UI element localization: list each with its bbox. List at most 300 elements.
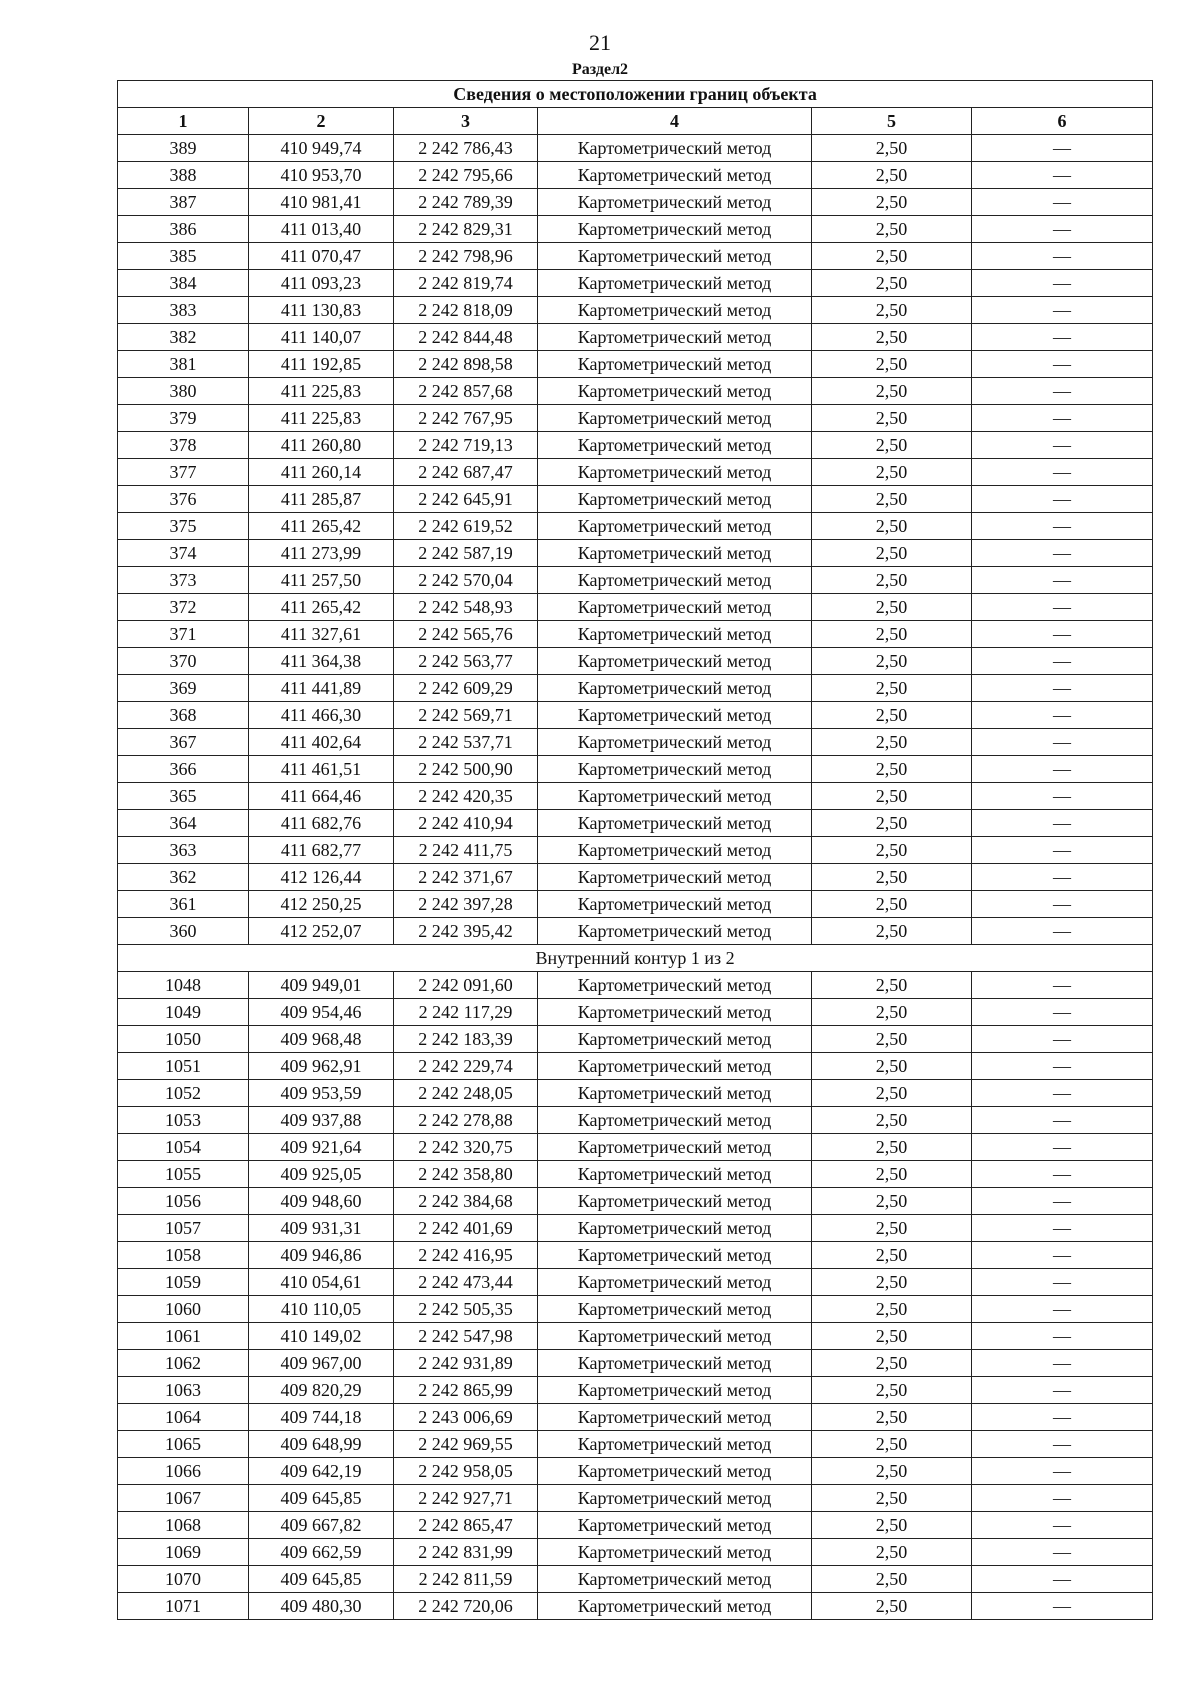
table-cell: 1067 xyxy=(118,1485,249,1512)
table-cell: 1055 xyxy=(118,1161,249,1188)
table-cell: 409 667,82 xyxy=(249,1512,394,1539)
table-cell: 379 xyxy=(118,405,249,432)
table-cell: 2 242 958,05 xyxy=(394,1458,538,1485)
table-cell: 409 820,29 xyxy=(249,1377,394,1404)
table-cell: 382 xyxy=(118,324,249,351)
table-cell: 411 265,42 xyxy=(249,513,394,540)
table-cell: 411 466,30 xyxy=(249,702,394,729)
table-cell: 2 242 587,19 xyxy=(394,540,538,567)
table-cell: 409 962,91 xyxy=(249,1053,394,1080)
table-title: Сведения о местоположении границ объекта xyxy=(118,81,1153,108)
table-cell: — xyxy=(972,1593,1153,1620)
table-cell: 2 242 183,39 xyxy=(394,1026,538,1053)
table-cell: Картометрический метод xyxy=(538,324,812,351)
table-cell: — xyxy=(972,864,1153,891)
table-cell: 2,50 xyxy=(812,540,972,567)
table-cell: Картометрический метод xyxy=(538,1593,812,1620)
table-row xyxy=(118,162,1153,189)
table-cell: 1061 xyxy=(118,1323,249,1350)
table-cell: 2,50 xyxy=(812,135,972,162)
table-cell: Картометрический метод xyxy=(538,135,812,162)
table-cell: 2,50 xyxy=(812,1161,972,1188)
table-row xyxy=(118,297,1153,324)
table-cell: Картометрический метод xyxy=(538,1512,812,1539)
table-cell: — xyxy=(972,891,1153,918)
table-cell: — xyxy=(972,1539,1153,1566)
table-cell: 361 xyxy=(118,891,249,918)
table-cell: Картометрический метод xyxy=(538,540,812,567)
table-cell: Картометрический метод xyxy=(538,378,812,405)
table-cell: Картометрический метод xyxy=(538,270,812,297)
table-cell: 384 xyxy=(118,270,249,297)
table-row xyxy=(118,1296,1153,1323)
table-cell: 363 xyxy=(118,837,249,864)
table-cell: — xyxy=(972,1053,1153,1080)
table-cell: — xyxy=(972,1080,1153,1107)
table-cell: 1053 xyxy=(118,1107,249,1134)
table-cell: 2,50 xyxy=(812,1485,972,1512)
table-cell: — xyxy=(972,1161,1153,1188)
table-cell: 411 140,07 xyxy=(249,324,394,351)
table-cell: Картометрический метод xyxy=(538,810,812,837)
table-cell: — xyxy=(972,675,1153,702)
table-row xyxy=(118,1242,1153,1269)
table-cell: 2 242 831,99 xyxy=(394,1539,538,1566)
table-cell: 365 xyxy=(118,783,249,810)
table-cell: 1066 xyxy=(118,1458,249,1485)
outer-contour-rows xyxy=(118,135,1153,945)
table-cell: Картометрический метод xyxy=(538,918,812,945)
table-cell: 411 225,83 xyxy=(249,405,394,432)
table-row xyxy=(118,1458,1153,1485)
table-cell: 2,50 xyxy=(812,756,972,783)
table-cell: 2 243 006,69 xyxy=(394,1404,538,1431)
table-cell: 377 xyxy=(118,459,249,486)
column-header: 4 xyxy=(538,108,812,135)
table-row xyxy=(118,864,1153,891)
table-cell: 2,50 xyxy=(812,1080,972,1107)
table-cell: Картометрический метод xyxy=(538,405,812,432)
table-row xyxy=(118,1593,1153,1620)
table-cell: 409 648,99 xyxy=(249,1431,394,1458)
table-cell: 2 242 798,96 xyxy=(394,243,538,270)
table-cell: Картометрический метод xyxy=(538,243,812,270)
table-cell: 1054 xyxy=(118,1134,249,1161)
table-cell: 2 242 570,04 xyxy=(394,567,538,594)
table-cell: 411 013,40 xyxy=(249,216,394,243)
table-cell: 2,50 xyxy=(812,297,972,324)
table-cell: 378 xyxy=(118,432,249,459)
table-cell: 2 242 397,28 xyxy=(394,891,538,918)
table-cell: 370 xyxy=(118,648,249,675)
table-row xyxy=(118,1539,1153,1566)
table-row xyxy=(118,1215,1153,1242)
table-cell: 2,50 xyxy=(812,1377,972,1404)
table-cell: 411 364,38 xyxy=(249,648,394,675)
table-cell: — xyxy=(972,378,1153,405)
table-cell: 367 xyxy=(118,729,249,756)
column-header: 1 xyxy=(118,108,249,135)
table-cell: Картометрический метод xyxy=(538,297,812,324)
table-cell: — xyxy=(972,135,1153,162)
table-cell: Картометрический метод xyxy=(538,621,812,648)
table-row xyxy=(118,351,1153,378)
table-cell: Картометрический метод xyxy=(538,999,812,1026)
table-cell: 2,50 xyxy=(812,1431,972,1458)
table-row xyxy=(118,702,1153,729)
table-cell: — xyxy=(972,621,1153,648)
table-cell: — xyxy=(972,1134,1153,1161)
table-cell: Картометрический метод xyxy=(538,1269,812,1296)
table-cell: — xyxy=(972,540,1153,567)
table-row xyxy=(118,918,1153,945)
table-row xyxy=(118,216,1153,243)
table-row xyxy=(118,648,1153,675)
table-cell: 2,50 xyxy=(812,1053,972,1080)
table-cell: 411 225,83 xyxy=(249,378,394,405)
table-row xyxy=(118,1080,1153,1107)
table-cell: 2,50 xyxy=(812,1350,972,1377)
table-row xyxy=(118,1377,1153,1404)
table-cell: 411 682,77 xyxy=(249,837,394,864)
table-cell: 2 242 844,48 xyxy=(394,324,538,351)
table-cell: 385 xyxy=(118,243,249,270)
table-cell: Картометрический метод xyxy=(538,459,812,486)
column-header-row xyxy=(118,108,1153,135)
table-cell: 409 968,48 xyxy=(249,1026,394,1053)
table-cell: 2 242 565,76 xyxy=(394,621,538,648)
table-cell: — xyxy=(972,1026,1153,1053)
table-cell: Картометрический метод xyxy=(538,432,812,459)
table-cell: 2,50 xyxy=(812,432,972,459)
table-cell: 411 327,61 xyxy=(249,621,394,648)
table-row xyxy=(118,837,1153,864)
table-cell: Картометрический метод xyxy=(538,1188,812,1215)
table-cell: 2 242 278,88 xyxy=(394,1107,538,1134)
table-cell: 2 242 865,99 xyxy=(394,1377,538,1404)
table-row xyxy=(118,810,1153,837)
table-cell: — xyxy=(972,1458,1153,1485)
column-header: 3 xyxy=(394,108,538,135)
table-cell: 387 xyxy=(118,189,249,216)
column-header: 5 xyxy=(812,108,972,135)
table-cell: — xyxy=(972,1512,1153,1539)
table-cell: 2 242 091,60 xyxy=(394,972,538,999)
table-cell: Картометрический метод xyxy=(538,1080,812,1107)
table-cell: 411 402,64 xyxy=(249,729,394,756)
table-row xyxy=(118,1134,1153,1161)
table-row xyxy=(118,1053,1153,1080)
table-cell: 2 242 789,39 xyxy=(394,189,538,216)
table-cell: — xyxy=(972,1350,1153,1377)
table-cell: 1050 xyxy=(118,1026,249,1053)
table-row xyxy=(118,567,1153,594)
table-cell: 2 242 505,35 xyxy=(394,1296,538,1323)
table-cell: — xyxy=(972,1269,1153,1296)
table-cell: 409 642,19 xyxy=(249,1458,394,1485)
table-cell: Картометрический метод xyxy=(538,783,812,810)
table-cell: 411 093,23 xyxy=(249,270,394,297)
table-row xyxy=(118,1512,1153,1539)
table-cell: Картометрический метод xyxy=(538,189,812,216)
table-cell: — xyxy=(972,729,1153,756)
table-cell: — xyxy=(972,1431,1153,1458)
table-cell: 409 967,00 xyxy=(249,1350,394,1377)
table-cell: 1070 xyxy=(118,1566,249,1593)
column-header: 2 xyxy=(249,108,394,135)
table-row xyxy=(118,432,1153,459)
table-cell: — xyxy=(972,756,1153,783)
table-cell: Картометрический метод xyxy=(538,1242,812,1269)
table-row xyxy=(118,135,1153,162)
table-cell: — xyxy=(972,513,1153,540)
table-cell: — xyxy=(972,1323,1153,1350)
table-row xyxy=(118,783,1153,810)
table-cell: 383 xyxy=(118,297,249,324)
table-cell: 2,50 xyxy=(812,405,972,432)
table-cell: — xyxy=(972,1377,1153,1404)
table-cell: 372 xyxy=(118,594,249,621)
table-cell: 2,50 xyxy=(812,891,972,918)
table-cell: — xyxy=(972,432,1153,459)
table-cell: 412 250,25 xyxy=(249,891,394,918)
table-cell: — xyxy=(972,1242,1153,1269)
table-cell: 2,50 xyxy=(812,1593,972,1620)
table-cell: Картометрический метод xyxy=(538,162,812,189)
table-cell: 409 949,01 xyxy=(249,972,394,999)
table-cell: 2,50 xyxy=(812,1512,972,1539)
table-cell: 2,50 xyxy=(812,621,972,648)
table-cell: 1064 xyxy=(118,1404,249,1431)
table-cell: Картометрический метод xyxy=(538,1026,812,1053)
table-cell: 410 110,05 xyxy=(249,1296,394,1323)
table-cell: — xyxy=(972,351,1153,378)
table-cell: Картометрический метод xyxy=(538,216,812,243)
table-cell: — xyxy=(972,648,1153,675)
table-cell: — xyxy=(972,1485,1153,1512)
table-cell: 368 xyxy=(118,702,249,729)
table-cell: 2,50 xyxy=(812,567,972,594)
table-cell: Картометрический метод xyxy=(538,1404,812,1431)
table-cell: 409 645,85 xyxy=(249,1566,394,1593)
table-cell: 2,50 xyxy=(812,864,972,891)
table-cell: 409 954,46 xyxy=(249,999,394,1026)
table-cell: Картометрический метод xyxy=(538,351,812,378)
table-cell: 2 242 857,68 xyxy=(394,378,538,405)
table-cell: 2,50 xyxy=(812,1566,972,1593)
table-row xyxy=(118,324,1153,351)
table-cell: 410 981,41 xyxy=(249,189,394,216)
table-cell: 2 242 569,71 xyxy=(394,702,538,729)
table-cell: Картометрический метод xyxy=(538,891,812,918)
table-cell: 411 461,51 xyxy=(249,756,394,783)
contour-label-row xyxy=(118,945,1153,972)
table-cell: 2 242 767,95 xyxy=(394,405,538,432)
table-cell: 411 257,50 xyxy=(249,567,394,594)
table-cell: 2 242 931,89 xyxy=(394,1350,538,1377)
table-cell: 411 273,99 xyxy=(249,540,394,567)
table-cell: 1069 xyxy=(118,1539,249,1566)
table-cell: 1049 xyxy=(118,999,249,1026)
table-row xyxy=(118,675,1153,702)
table-cell: — xyxy=(972,486,1153,513)
table-cell: 2,50 xyxy=(812,1215,972,1242)
table-cell: 409 921,64 xyxy=(249,1134,394,1161)
table-cell: 409 953,59 xyxy=(249,1080,394,1107)
table-row xyxy=(118,1107,1153,1134)
contour-divider xyxy=(118,945,1153,972)
table-cell: 2 242 117,29 xyxy=(394,999,538,1026)
table-cell: Картометрический метод xyxy=(538,1323,812,1350)
table-cell: 2 242 420,35 xyxy=(394,783,538,810)
table-cell: — xyxy=(972,1404,1153,1431)
table-cell: 2 242 819,74 xyxy=(394,270,538,297)
table-cell: 409 925,05 xyxy=(249,1161,394,1188)
table-cell: — xyxy=(972,297,1153,324)
table-row xyxy=(118,729,1153,756)
table-cell: Картометрический метод xyxy=(538,1053,812,1080)
table-cell: 2,50 xyxy=(812,243,972,270)
table-cell: 2 242 795,66 xyxy=(394,162,538,189)
table-cell: 2 242 609,29 xyxy=(394,675,538,702)
table-cell: 2,50 xyxy=(812,1026,972,1053)
table-cell: 409 937,88 xyxy=(249,1107,394,1134)
table-cell: 2 242 645,91 xyxy=(394,486,538,513)
table-cell: 1068 xyxy=(118,1512,249,1539)
table-cell: Картометрический метод xyxy=(538,1350,812,1377)
table-cell: — xyxy=(972,324,1153,351)
table-cell: 2 242 473,44 xyxy=(394,1269,538,1296)
table-cell: 411 260,80 xyxy=(249,432,394,459)
table-cell: 388 xyxy=(118,162,249,189)
table-cell: 2,50 xyxy=(812,270,972,297)
inner-contour-rows xyxy=(118,972,1153,1620)
table-cell: Картометрический метод xyxy=(538,594,812,621)
table-cell: 409 744,18 xyxy=(249,1404,394,1431)
table-cell: — xyxy=(972,999,1153,1026)
table-cell: 375 xyxy=(118,513,249,540)
table-cell: Картометрический метод xyxy=(538,486,812,513)
table-cell: 2,50 xyxy=(812,1134,972,1161)
table-cell: 2 242 537,71 xyxy=(394,729,538,756)
table-cell: Картометрический метод xyxy=(538,1458,812,1485)
table-cell: 2,50 xyxy=(812,1188,972,1215)
table-row xyxy=(118,1269,1153,1296)
table-cell: 2,50 xyxy=(812,1539,972,1566)
table-cell: 411 260,14 xyxy=(249,459,394,486)
table-cell: 2,50 xyxy=(812,486,972,513)
table-cell: Картометрический метод xyxy=(538,1377,812,1404)
table-cell: 2 242 719,13 xyxy=(394,432,538,459)
table-cell: 2,50 xyxy=(812,918,972,945)
table-cell: 376 xyxy=(118,486,249,513)
table-cell: 2 242 720,06 xyxy=(394,1593,538,1620)
table-cell: Картометрический метод xyxy=(538,1134,812,1161)
table-row xyxy=(118,1188,1153,1215)
table-cell: — xyxy=(972,1107,1153,1134)
contour-label: Внутренний контур 1 из 2 xyxy=(118,945,1153,972)
table-cell: 2 242 619,52 xyxy=(394,513,538,540)
table-cell: 1063 xyxy=(118,1377,249,1404)
table-cell: 410 149,02 xyxy=(249,1323,394,1350)
table-row xyxy=(118,1161,1153,1188)
table-cell: 2 242 786,43 xyxy=(394,135,538,162)
table-cell: 2 242 248,05 xyxy=(394,1080,538,1107)
table-cell: 1051 xyxy=(118,1053,249,1080)
table-cell: 1058 xyxy=(118,1242,249,1269)
table-cell: 2,50 xyxy=(812,189,972,216)
table-cell: — xyxy=(972,189,1153,216)
table-cell: 2 242 865,47 xyxy=(394,1512,538,1539)
page-number: 21 xyxy=(589,30,611,55)
table-cell: 2,50 xyxy=(812,648,972,675)
table-cell: 1062 xyxy=(118,1350,249,1377)
table-cell: 2,50 xyxy=(812,216,972,243)
table-cell: 381 xyxy=(118,351,249,378)
table-cell: Картометрический метод xyxy=(538,1431,812,1458)
table-row xyxy=(118,1485,1153,1512)
table-row xyxy=(118,189,1153,216)
table-cell: 2 242 548,93 xyxy=(394,594,538,621)
table-cell: 2 242 500,90 xyxy=(394,756,538,783)
table-cell: 1056 xyxy=(118,1188,249,1215)
table-row xyxy=(118,891,1153,918)
table-cell: 411 441,89 xyxy=(249,675,394,702)
table-cell: 369 xyxy=(118,675,249,702)
table-title-row xyxy=(118,81,1153,108)
table-row xyxy=(118,1026,1153,1053)
table-cell: 2 242 410,94 xyxy=(394,810,538,837)
table-cell: 2,50 xyxy=(812,1296,972,1323)
table-cell: Картометрический метод xyxy=(538,513,812,540)
table-cell: — xyxy=(972,972,1153,999)
table-cell: 2 242 229,74 xyxy=(394,1053,538,1080)
table-cell: 2 242 829,31 xyxy=(394,216,538,243)
table-cell: — xyxy=(972,1215,1153,1242)
table-row xyxy=(118,1566,1153,1593)
table-cell: — xyxy=(972,1296,1153,1323)
table-cell: 2,50 xyxy=(812,1242,972,1269)
section-label: Раздел2 xyxy=(571,61,629,78)
table-cell: 410 953,70 xyxy=(249,162,394,189)
table-cell: 360 xyxy=(118,918,249,945)
table-cell: 2 242 811,59 xyxy=(394,1566,538,1593)
table-cell: 2 242 411,75 xyxy=(394,837,538,864)
table-cell: 2,50 xyxy=(812,378,972,405)
table-cell: 1071 xyxy=(118,1593,249,1620)
table-cell: Картометрический метод xyxy=(538,1485,812,1512)
table-cell: 373 xyxy=(118,567,249,594)
table-cell: 1059 xyxy=(118,1269,249,1296)
table-cell: — xyxy=(972,162,1153,189)
table-cell: 2,50 xyxy=(812,675,972,702)
table-cell: Картометрический метод xyxy=(538,567,812,594)
table-cell: Картометрический метод xyxy=(538,675,812,702)
table-cell: Картометрический метод xyxy=(538,864,812,891)
table-cell: 412 252,07 xyxy=(249,918,394,945)
table-row xyxy=(118,594,1153,621)
table-cell: 2 242 358,80 xyxy=(394,1161,538,1188)
table-cell: 2 242 818,09 xyxy=(394,297,538,324)
table-cell: 2,50 xyxy=(812,459,972,486)
table-cell: 364 xyxy=(118,810,249,837)
table-cell: 2 242 969,55 xyxy=(394,1431,538,1458)
table-cell: 1060 xyxy=(118,1296,249,1323)
table-cell: 371 xyxy=(118,621,249,648)
table-row xyxy=(118,243,1153,270)
table-cell: Картометрический метод xyxy=(538,756,812,783)
table-cell: 366 xyxy=(118,756,249,783)
